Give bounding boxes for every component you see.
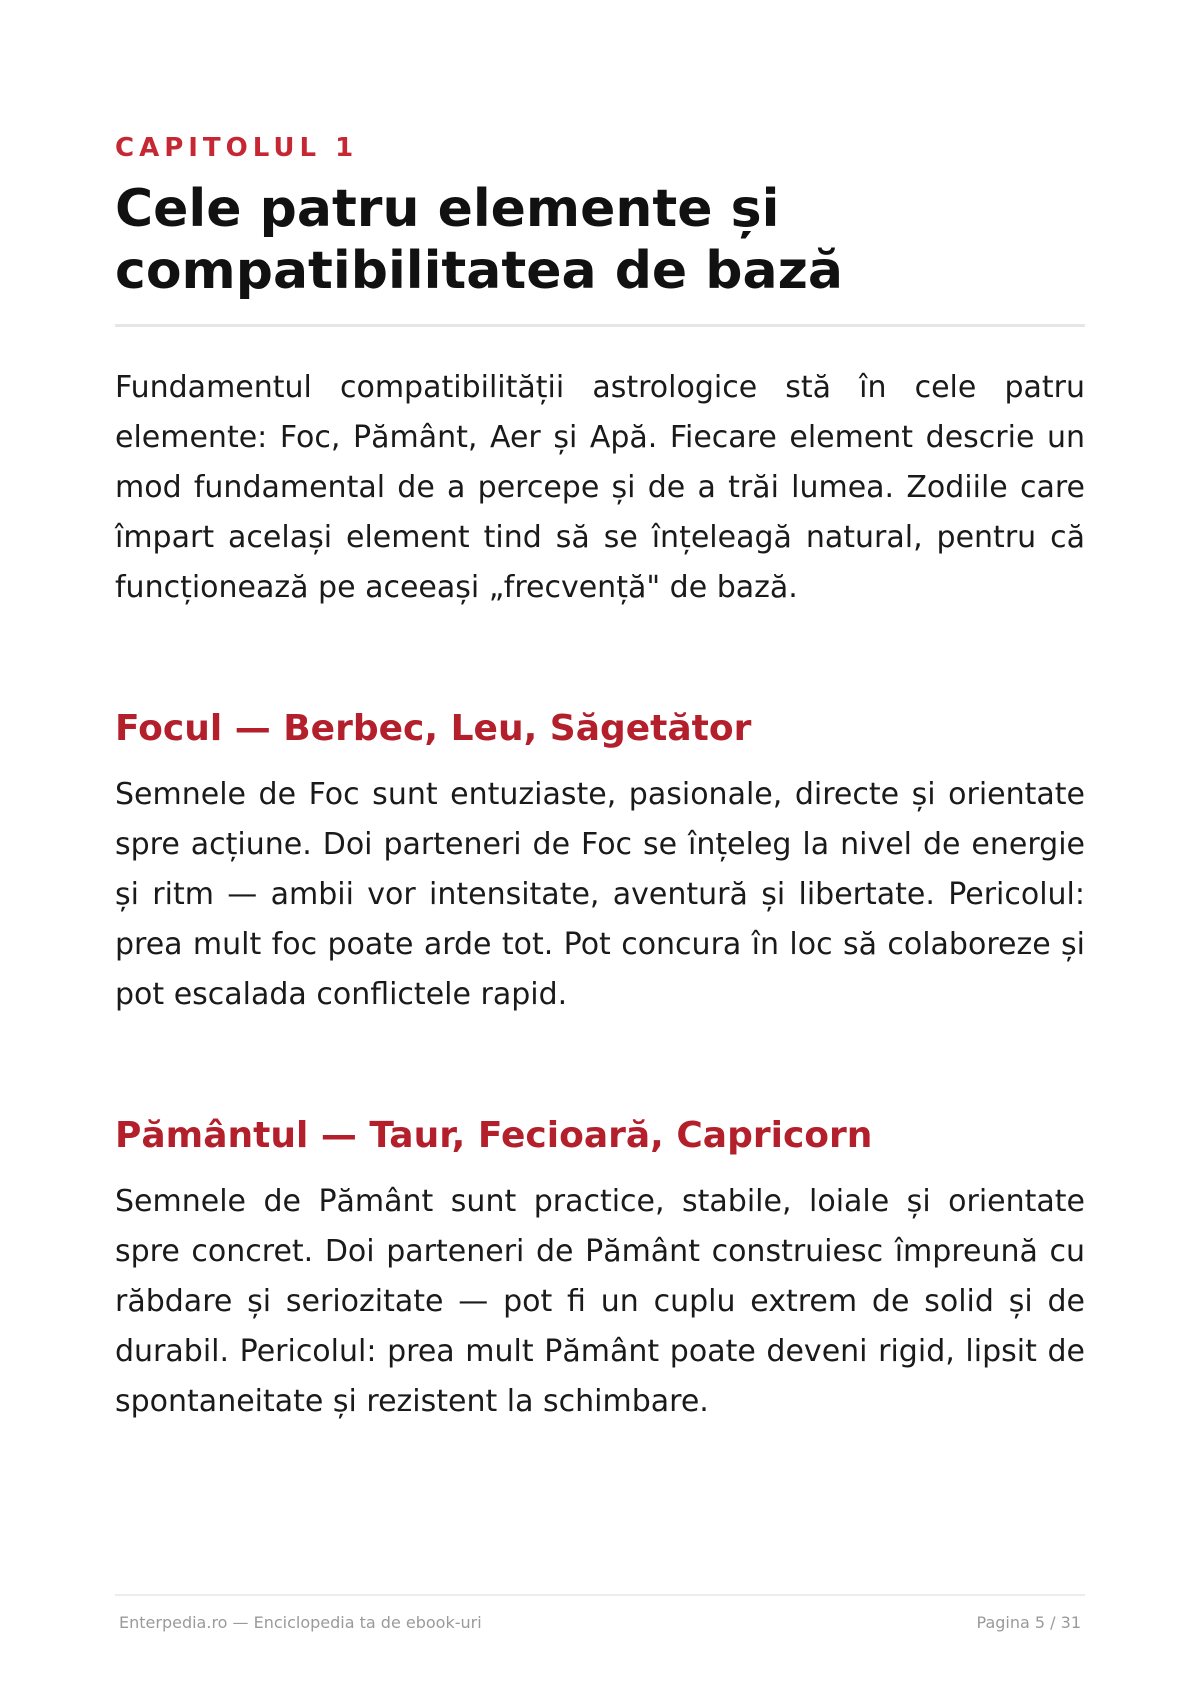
section-heading-earth: Pământul — Taur, Fecioară, Capricorn xyxy=(115,1115,873,1156)
chapter-title: Cele patru elemente și compatibilitatea de bază xyxy=(115,179,843,301)
chapter-label: CAPITOLUL 1 xyxy=(115,133,359,163)
section-paragraph-earth: Semnele de Pământ sunt practice, stabile, loiale și orientate spre concret. Doi parteneri de Pământ construiesc împreună cu răbdare și seriozitate — pot fi un cuplu extrem de solid și de durabil. Pericolul: prea mult Pământ poate deveni rigid, lipsit de spontaneitate și rezistent la schimbare. xyxy=(115,1184,1085,1419)
title-divider xyxy=(115,324,1085,327)
section-heading-fire: Focul — Berbec, Leu, Săgetător xyxy=(115,708,752,749)
footer-page-number: Pagina 5 / 31 xyxy=(976,1613,1081,1632)
document-page xyxy=(115,0,1085,1683)
footer-divider xyxy=(115,1594,1085,1596)
intro-paragraph: Fundamentul compatibilității astrologice stă în cele patru elemente: Foc, Pământ, Aer și Apă. Fiecare element descrie un mod fundamental de a percepe și de a trăi lumea. Zodiile care împart același element tind să se înțeleagă natural, pentru că funcționează pe aceeași „frecvență" de bază. xyxy=(115,370,1085,605)
section-paragraph-fire: Semnele de Foc sunt entuziaste, pasionale, directe și orientate spre acțiune. Doi parteneri de Foc se înțeleg la nivel de energie și ritm — ambii vor intensitate, aventură și libertate. Pericolul: prea mult foc poate arde tot. Pot concura în loc să colaboreze și pot escalada conflictele rapid. xyxy=(115,777,1085,1012)
footer-site: Enterpedia.ro — Enciclopedia ta de ebook-uri xyxy=(119,1613,482,1632)
